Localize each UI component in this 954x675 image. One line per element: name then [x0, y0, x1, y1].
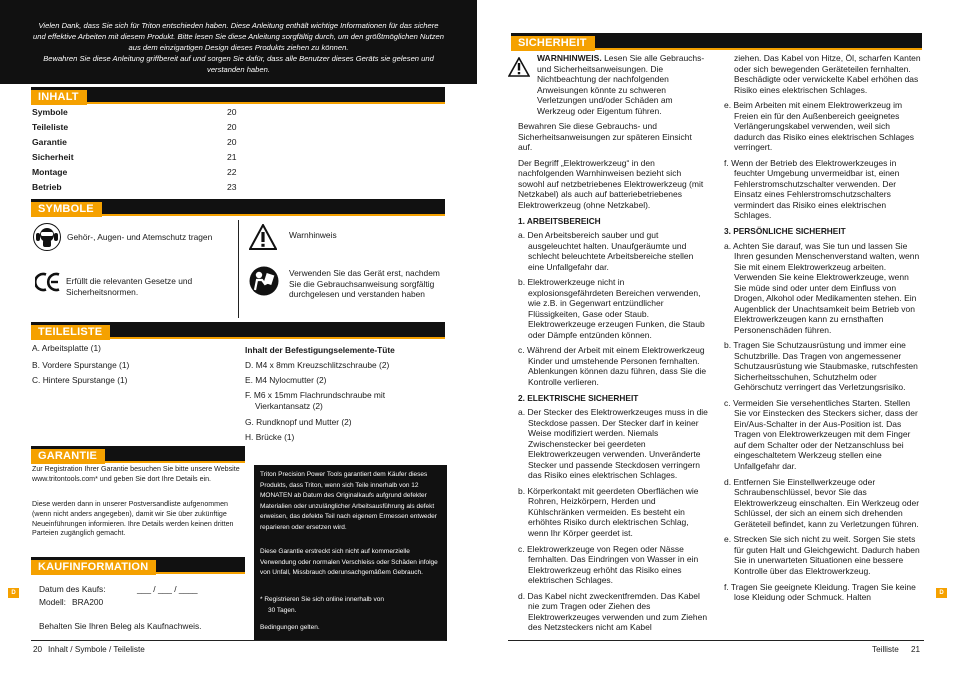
- inhalt-heading: INHALT: [31, 90, 87, 105]
- teileliste-heading: TEILELISTE: [31, 325, 110, 340]
- safety-item: d. Das Kabel nicht zweckentfremden. Das Kabel nie zum Tragen oder Ziehen des Elektrowerkzeuges verwenden und zum Ziehen des Netzsteckers nicht am Kabel: [518, 590, 708, 633]
- sicherheit-heading-bar: [511, 33, 922, 50]
- kauf-heading: KAUFINFORMATION: [31, 560, 156, 575]
- toc-row[interactable]: [32, 165, 247, 180]
- intro-line: Bewahren Sie diese Anleitung griffbereit auf und sorgen Sie dafür, dass alle Benutzer dieses Geräts sie gelesen und: [43, 54, 434, 63]
- warn-text: Warnhinweis: [289, 230, 337, 240]
- safety-item: c. Während der Arbeit mit einem Elektrowerkzeug Kinder und umstehende Personen fernhalten. Ablenkungen können dazu führen, dass Sie die Kontrolle verlieren.: [518, 345, 707, 387]
- safety-item: b. Körperkontakt mit geerdeten Oberflächen wie Rohren, Heizkörpern, Herden und Kühlschränken vermeiden. Es besteht ein erhöhtes Risiko durch elektrischen Schlag, wenn Ihr Körper geerdet ist.: [518, 485, 699, 538]
- garantie-terms: Triton Precision Power Tools garantiert dem Käufer dieses Produkts, dass Triton, wenn sich Teile innerhalb von 12 MONATEN ab Datum des Originalkaufs aufgrund defekter Materialien oder unzulänglicher Arbeitsausführung als defekt erweisen, das defekte Teil nach eigenem Ermessen entweder reparieren oder ersetzen wird.: [260, 471, 437, 531]
- warning-text: Lesen Sie alle Gebrauchs- und Sicherheitsanweisungen. Die Nichtbeachtung der nachfolgenden Anweisungen könnte zu schweren Verletzungen und/oder Schäden am Werkzeug oder Eigentum führen.: [537, 53, 705, 116]
- toc-page: 20: [227, 137, 237, 147]
- page-number-right: 21: [911, 645, 921, 654]
- language-tab-right: D: [936, 588, 947, 598]
- symbol-divider: [238, 220, 239, 318]
- intro-line: aus dem einzigartigen Design dieses Produkts ziehen zu können.: [128, 43, 349, 52]
- safety-item: b. Tragen Sie Schutzausrüstung und immer eine Schutzbrille. Das Tragen von angemessener Schutzausrüstung wie Staubmaske, rutschfesten Sicherheitsschuhen, Schutzhelm oder Gehörschutz verringert das Verletzungsrisiko.: [724, 340, 918, 393]
- intro-line: Vielen Dank, dass Sie sich für Triton entschieden haben. Diese Anleitung enthält wichtige Informationen für das sichere: [38, 21, 439, 30]
- garantie-exclusion: Diese Garantie erstreckt sich nicht auf kommerzielle Verwendung oder normalen Verschleiss oder Schäden infolge von Unfall, Missbrauch oderunsachgemäßem Gebrauch.: [260, 548, 438, 576]
- toc-page: 21: [227, 152, 237, 162]
- toc-page: 22: [227, 167, 237, 177]
- sicherheit-column-1: [518, 53, 708, 638]
- bag-heading: Inhalt der Befestigungselemente-Tüte: [245, 345, 395, 355]
- ce-text: Erfüllt die relevanten Gesetze und Sicherheitsnormen.: [66, 276, 193, 297]
- footer-section-left: Inhalt / Symbole / Teileliste: [48, 645, 145, 654]
- part-item: A. Arbeitsplatte (1): [32, 343, 101, 353]
- garantie-register-note: * Registrieren Sie sich online innerhalb von 30 Tagen.: [260, 596, 384, 614]
- intro-line: und effektive Arbeiten mit diesem Produkt. Bitte lesen Sie diese Anleitung sorgfältig durch, um den größtmöglichen Nutzen: [33, 32, 444, 41]
- toc-label: Garantie: [32, 137, 67, 147]
- toc-page: 20: [227, 122, 237, 132]
- garantie-registration-text: Zur Registration Ihrer Garantie besuchen Sie bitte unsere Website www.tritontools.com* und geben Sie dort Ihre Details ein.: [32, 465, 240, 483]
- model-label: Modell:: [39, 597, 66, 607]
- garantie-terms-box: [254, 465, 447, 641]
- toc-row[interactable]: [32, 105, 247, 120]
- model-value: BRA200: [72, 597, 104, 607]
- purchase-date-field[interactable]: ___ / ___ / ____: [137, 584, 198, 594]
- toc-page: 23: [227, 182, 237, 192]
- toc-row[interactable]: [32, 135, 247, 150]
- term-definition: Der Begriff „Elektrowerkzeug“ in den nachfolgenden Warnhinweisen bezieht sich sowohl auf netzbetriebenes Elektrowerkzeug (mit Netzkabel) als auch auf batteriebetriebenes Elektrowerkzeug (ohne Netzkabel).: [518, 157, 704, 210]
- footer-rule-left: [31, 640, 445, 641]
- read-manual-icon: [249, 266, 279, 296]
- safety-item: c. Vermeiden Sie versehentliches Starten. Stellen Sie vor Einstecken des Steckers sicher, dass der Ein/Aus-Schalter in der Aus-Position ist. Das Tragen von Elektrowerkzeugen mit dem Finger auf dem Schalter oder der Netzanschluss bei eingeschaltetem Werkzeug stellen eine Unfallgefahr dar.: [724, 397, 918, 471]
- bag-item: G. Rundknopf und Mutter (2): [245, 417, 352, 427]
- keep-instructions: Bewahren Sie diese Gebrauchs- und Sicherheitsanweisungen zur späteren Einsicht auf.: [518, 121, 692, 153]
- safety-item: b. Elektrowerkzeuge nicht in explosionsgefährdeten Bereichen verwenden, wie z.B. in Gegenwart entzündlicher Flüssigkeiten, Gase oder Staub. Elektrowerkzeuge erzeugen Funken, die Staub oder Dämpfe entzünden können.: [518, 277, 705, 340]
- warning-label: WARNHINWEIS.: [537, 53, 602, 63]
- bag-item: H. Brücke (1): [245, 432, 295, 442]
- toc-label: Teileliste: [32, 122, 69, 132]
- warning-icon: [249, 224, 277, 250]
- symbole-heading: SYMBOLE: [31, 202, 102, 217]
- manual-text: Verwenden Sie das Gerät erst, nachdem Sie die Gebrauchsanweisung sorgfältig durchgelesen und verstanden haben: [289, 268, 440, 300]
- garantie-mailing-text: Diese werden dann in unserer Postversandliste aufgenommen (wenn nicht anders angegeben), damit wir Sie über zukünftige Neueinführungen informieren. Ihre Details werden keinen dritten Parteien zugänglich gemacht.: [32, 500, 234, 538]
- toc-label: Symbole: [32, 107, 68, 117]
- sicherheit-column-2: [724, 53, 922, 608]
- page-number-left: 20: [33, 645, 43, 654]
- safety-item: d. Entfernen Sie Einstellwerkzeuge oder Schraubenschlüssel, bevor Sie das Elektrowerkzeug einschalten. Ein Werkzeug oder Schlüssel, der sich an einem sich drehenden Geräteteil befindet, kann zu Verletzungen führen.: [724, 476, 920, 529]
- part-item: B. Vordere Spurstange (1): [32, 360, 130, 370]
- toc-row[interactable]: [32, 180, 247, 195]
- safety-item: a. Der Stecker des Elektrowerkzeuges muss in die Steckdose passen. Der Stecker darf in keiner Weise modifiziert werden. Niemals Zwischenstecker bei geerdeten Elektrowerkzeugen verwenden. Unveränderte Stecker und passende Steckdosen verringern das Risiko eines elektrischen Schlages.: [518, 407, 708, 481]
- footer-section-right: Teilliste: [872, 645, 899, 654]
- language-tab-left: D: [8, 588, 19, 598]
- safety-item: c. Elektrowerkzeuge von Regen oder Nässe fernhalten. Das Eindringen von Wasser in ein Elektrowerkzeug erhöht das Risiko eines elektrischen Schlages.: [518, 543, 699, 585]
- toc-label: Montage: [32, 167, 68, 177]
- bag-item: D. M4 x 8mm Kreuzschlitzschraube (2): [245, 360, 390, 370]
- bag-item: E. M4 Nylocmutter (2): [245, 375, 327, 385]
- ppe-text: Gehör-, Augen- und Atemschutz tragen: [67, 232, 213, 242]
- ce-mark-icon: [35, 272, 61, 292]
- intro-line: verstanden haben.: [207, 65, 270, 74]
- teileliste-heading-bar: [31, 322, 445, 339]
- footer-rule-right: [508, 640, 924, 641]
- safety-item: a. Achten Sie darauf, was Sie tun und lassen Sie Ihren gesunden Menschenverstand walten, wenn Sie mit einem Elektrowerkzeug arbeiten. Verwenden Sie keine Elektrowerkzeuge, wenn Sie müde sind oder unter dem Einfluss von Drogen, Alkohol oder Medikamenten stehen. Ein Augenblick der Unachtsamkeit beim Betrieb von Elektrowerkzeugen kann zu ernsthaften Personenschäden führen.: [724, 240, 920, 335]
- safety-item-continued: ziehen. Das Kabel von Hitze, Öl, scharfen Kanten oder sich bewegenden Geräteteilen fernhalten. Beschädigte oder verwickelte Kabel erhöhen das Risiko eines elektrischen Schlages.: [734, 53, 921, 95]
- section-heading: 1. ARBEITSBEREICH: [518, 215, 601, 226]
- intro-box: [0, 0, 477, 84]
- sicherheit-heading: SICHERHEIT: [511, 36, 595, 51]
- receipt-note: Behalten Sie Ihren Beleg als Kaufnachweis.: [39, 621, 202, 631]
- toc-row[interactable]: [32, 120, 247, 135]
- safety-item: f. Tragen Sie geeignete Kleidung. Tragen Sie keine lose Kleidung oder Schmuck. Halten: [724, 581, 916, 602]
- toc-page: 20: [227, 107, 237, 117]
- kauf-heading-bar: [31, 557, 245, 574]
- purchase-date-label: Datum des Kaufs:: [39, 584, 106, 594]
- garantie-conditions: Bedingungen gelten.: [260, 624, 320, 631]
- inhalt-heading-bar: [31, 87, 445, 104]
- symbole-heading-bar: [31, 199, 445, 216]
- section-heading: 2. ELEKTRISCHE SICHERHEIT: [518, 392, 639, 403]
- safety-item: f. Wenn der Betrieb des Elektrowerkzeuges in feuchter Umgebung unvermeidbar ist, einen Fehlerstromschutzschalter verwenden. Der Einsatz eines Fehlerstromschutzschalters vermindert das Risiko eines elektrischen Schlages.: [724, 157, 900, 221]
- toc-row[interactable]: [32, 150, 247, 165]
- toc-label: Sicherheit: [32, 152, 74, 162]
- safety-item: e. Strecken Sie sich nicht zu weit. Sorgen Sie stets für guten Halt und Gleichgewicht. Dadurch haben Sie in unerwarteten Situationen eine bessere Kontrolle über das Elektrowerkzeug.: [724, 534, 920, 576]
- garantie-heading-bar: [31, 446, 245, 463]
- section-heading: 3. PERSÖNLICHE SICHERHEIT: [724, 226, 846, 237]
- ppe-icon: [33, 223, 61, 251]
- bag-item: F. M6 x 15mm Flachrundschraube mit Vierkantansatz (2): [245, 390, 386, 411]
- safety-item: e. Beim Arbeiten mit einem Elektrowerkzeug im Freien ein für den Außenbereich geeignetes Verlängerungskabel verwenden, weil sich dadurch das Risiko eines elektrischen Schlages verringert.: [724, 100, 915, 153]
- safety-item: a. Den Arbeitsbereich sauber und gut ausgeleuchtet halten. Unaufgeräumte und schlecht beleuchtete Arbeitsbereiche stellen eine Unfallgefahr dar.: [518, 230, 694, 272]
- toc-label: Betrieb: [32, 182, 62, 192]
- part-item: C. Hintere Spurstange (1): [32, 375, 128, 385]
- garantie-heading: GARANTIE: [31, 449, 105, 464]
